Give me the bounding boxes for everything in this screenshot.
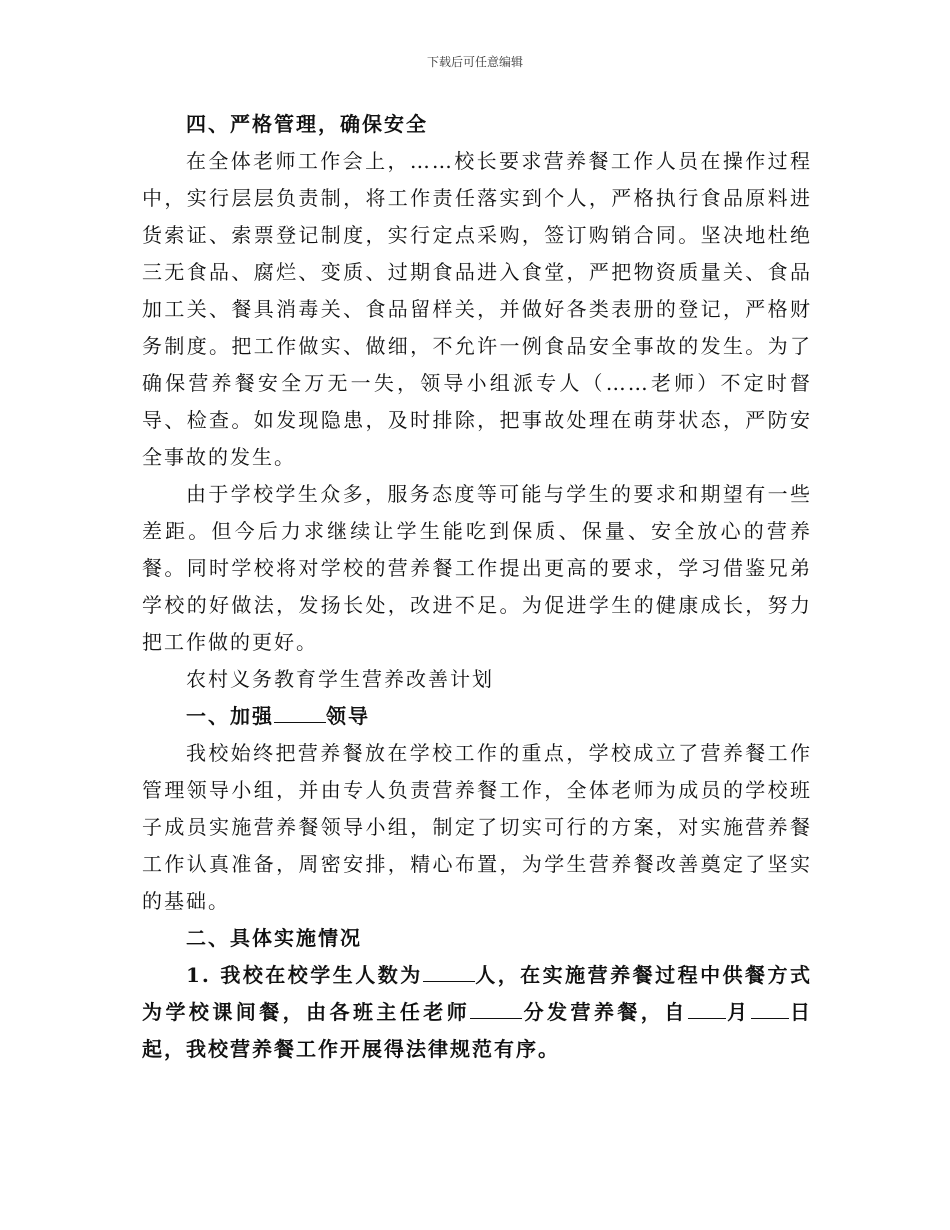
fill-blank-student-count [423, 959, 475, 982]
section-two-heading: 二、具体实施情况 [186, 926, 362, 950]
plan-title: 农村义务教育学生营养改善计划 [186, 667, 494, 691]
section-one-heading [142, 698, 812, 735]
section-four-heading: 四、严格管理，确保安全 [186, 112, 428, 136]
section-four-paragraph-1: 在全体老师工作会上，……校长要求营养餐工作人员在操作过程中，实行层层负责制，将工作责任落实到个人，严格执行食品原料进货索证、索票登记制度，实行定点采购，签订购销合同。坚决地杜绝三无食品、腐烂、变质、过期食品进入食堂，严把物资质量关、食品加工关、餐具消毒关、食品留样关，并做好各类表册的登记，严格财务制度。把工作做实、做细，不允许一例食品安全事故的发生。为了确保营养餐安全万无一失，领导小组派专人（……老师）不定时督导、检查。如发现隐患，及时排除，把事故处理在萌芽状态，严防安全事故的发生。 [142, 149, 812, 469]
item-1-part-b: 人，在实施营养餐过程中供餐方式为学校课间餐，由各班主任老师 [142, 963, 813, 1024]
item-1-part-a: 1. 我校在校学生人数为 [186, 963, 423, 987]
page-header: 下载后可任意编辑 [426, 55, 523, 69]
document-body [142, 106, 812, 1068]
item-1-part-d: 月 [725, 1000, 751, 1024]
fill-blank-day [751, 996, 789, 1019]
section-one-paragraph: 我校始终把营养餐放在学校工作的重点，学校成立了营养餐工作管理领导小组，并由专人负责营养餐工作，全体老师为成员的学校班子成员实施营养餐领导小组，制定了切实可行的方案，对实施营养餐工作认真准备，周密安排，精心布置，为学生营养餐改善奠定了坚实的基础。 [142, 741, 812, 913]
section-two-item-1 [142, 957, 812, 1068]
section-one-heading-part-b: 领导 [326, 704, 370, 728]
fill-blank [274, 700, 326, 723]
item-1-part-e: 日起，我校营养餐工作开展得法律规范有序。 [142, 1000, 813, 1061]
section-one-heading-part-a: 一、加强 [186, 704, 274, 728]
item-1-part-c: 分发营养餐，自 [522, 1000, 688, 1024]
fill-blank-teacher [470, 996, 522, 1019]
section-four-paragraph-2: 由于学校学生众多，服务态度等可能与学生的要求和期望有一些差距。但今后力求继续让学生能吃到保质、保量、安全放心的营养餐。同时学校将对学校的营养餐工作提出更高的要求，学习借鉴兄弟学校的好做法，发扬长处，改进不足。为促进学生的健康成长，努力把工作做的更好。 [142, 482, 812, 654]
fill-blank-month [688, 996, 726, 1019]
